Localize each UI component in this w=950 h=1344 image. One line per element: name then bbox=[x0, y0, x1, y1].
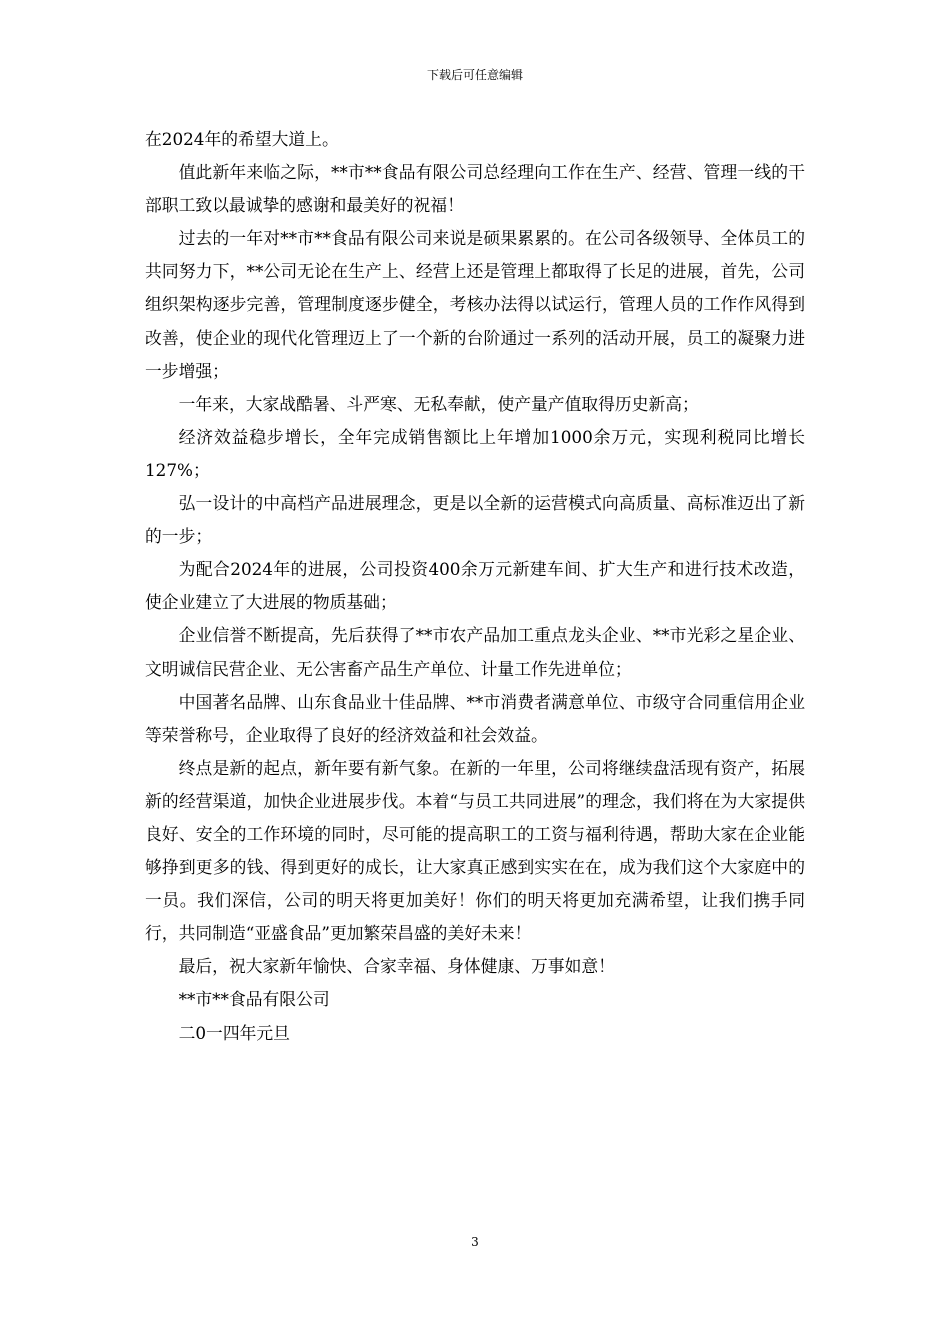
page-header: 下载后可任意编辑 bbox=[426, 68, 523, 82]
paragraph-benefits: 经济效益稳步增长，全年完成销售额比上年增加1000余万元，实现利税同比增长127%； bbox=[145, 426, 805, 480]
paragraph-products: 弘一设计的中高档产品进展理念，更是以全新的运营模式向高质量、高标准迈出了新的一步； bbox=[145, 493, 805, 547]
paragraph-outlook: 终点是新的起点，新年要有新气象。在新的一年里，公司将继续盘活现有资产，拓展新的经营渠道，加快企业进展步伐。本着“与员工共同进展”的理念，我们将在为大家提供良好、安全的工作环境的同时，尽可能的提高职工的工资与福利待遇，帮助大家在企业能够挣到更多的钱、得到更好的成长，让大家真正感到实实在在，成为我们这个大家庭中的一员。我们深信，公司的明天将更加美好！你们的明天将更加充满希望，让我们携手同行，共同制造“亚盛食品”更加繁荣昌盛的美好未来！ bbox=[145, 757, 805, 944]
paragraph-honors: 中国著名品牌、山东食品业十佳品牌、**市消费者满意单位、市级守合同重信用企业等荣誉称号，企业取得了良好的经济效益和社会效益。 bbox=[145, 691, 805, 745]
paragraph-output: 一年来，大家战酷暑、斗严寒、无私奉献，使产量产值取得历史新高； bbox=[178, 393, 699, 414]
signature-company: **市**食品有限公司 bbox=[178, 989, 330, 1010]
paragraph-wishes: 最后，祝大家新年愉快、合家幸福、身体健康、万事如意！ bbox=[178, 956, 615, 977]
page-number: 3 bbox=[471, 1235, 479, 1249]
document-body bbox=[145, 123, 805, 1050]
signature-date: 二0一四年元旦 bbox=[178, 1022, 290, 1043]
paragraph-continuation: 在2024年的希望大道上。 bbox=[145, 129, 339, 149]
paragraph-review: 过去的一年对**市**食品有限公司来说是硕果累累的。在公司各级领导、全体员工的共同努力下，**公司无论在生产上、经营上还是管理上都取得了长足的进展，首先，公司组织架构逐步完善，管理制度逐步健全，考核办法得以试运行，管理人员的工作作风得到改善，使企业的现代化管理迈上了一个新的台阶通过一系列的活动开展，员工的凝聚力进一步增强； bbox=[145, 228, 805, 381]
paragraph-greeting: 值此新年来临之际，**市**食品有限公司总经理向工作在生产、经营、管理一线的干部职工致以最诚挚的感谢和最美好的祝福！ bbox=[145, 162, 805, 216]
paragraph-reputation: 企业信誉不断提高，先后获得了**市农产品加工重点龙头企业、**市光彩之星企业、文明诚信民营企业、无公害畜产品生产单位、计量工作先进单位； bbox=[145, 625, 805, 679]
paragraph-investment: 为配合2024年的进展，公司投资400余万元新建车间、扩大生产和进行技术改造，使企业建立了大进展的物质基础； bbox=[145, 559, 805, 613]
